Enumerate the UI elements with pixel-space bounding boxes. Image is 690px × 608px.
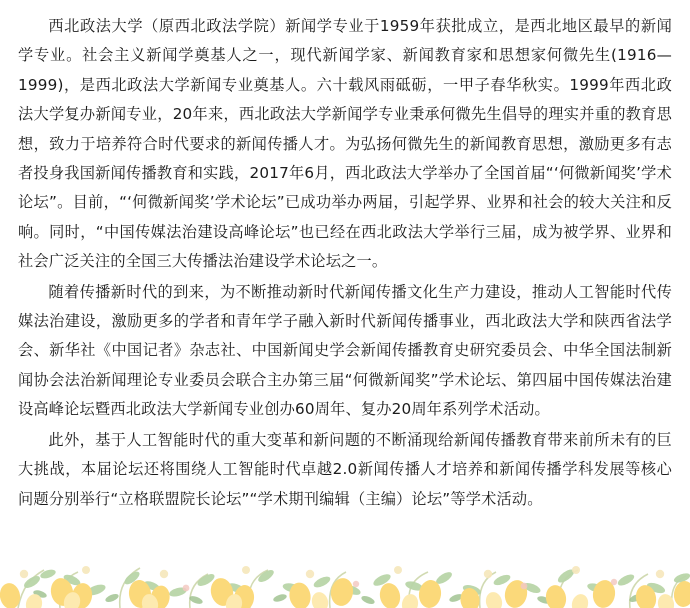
- paragraph-1: 西北政法大学（原西北政法学院）新闻学专业于1959年获批成立，是西北地区最早的新闻学专业。社会主义新闻学奠基人之一，现代新闻学家、新闻教育家和思想家何微先生(1916—1999)，是西北政法大学新闻专业奠基人。六十载风雨砥砺，一甲子春华秋实。1999年西北政法大学复办新闻专业，20年来，西北政法大学新闻学专业秉承何微先生倡导的理实并重的教育思想，致力于培养符合时代要求的新闻传播人才。为弘扬何微先生的新闻教育思想，激励更多有志者投身我国新闻传播教育和实践，2017年6月，西北政法大学举办了全国首届“‘何微新闻奖’学术论坛”。目前，“‘何微新闻奖’学术论坛”已成功举办两届，引起学界、业界和社会的较大关注和反响。同时，“中国传媒法治建设高峰论坛”也已经在西北政法大学举行三届，成为被学界、业界和社会广泛关注的全国三大传播法治建设学术论坛之一。: [18, 17, 672, 271]
- paragraph-2: 随着传播新时代的到来，为不断推动新时代新闻传播文化生产力建设，推动人工智能时代传媒法治建设，激励更多的学者和青年学子融入新时代新闻传播事业，西北政法大学和陕西省法学会、新华社《中国记者》杂志社、中国新闻史学会新闻传播教育史研究委员会、中华全国法制新闻协会法治新闻理论专业委员会联合主办第三届“何微新闻奖”学术论坛、第四届中国传媒法治建设高峰论坛暨西北政法大学新闻专业创办60周年、复办20周年系列学术活动。: [18, 282, 672, 419]
- article-body: [14, 12, 676, 515]
- paragraph-3: 此外，基于人工智能时代的重大变革和新问题的不断涌现给新闻传播教育带来前所未有的巨大挑战，本届论坛还将围绕人工智能时代卓越2.0新闻传播人才培养和新闻传播学科发展等核心问题分别举行“立格联盟院长论坛”“学术期刊编辑（主编）论坛”等学术活动。: [18, 430, 672, 508]
- floral-bottom-border: [0, 530, 690, 608]
